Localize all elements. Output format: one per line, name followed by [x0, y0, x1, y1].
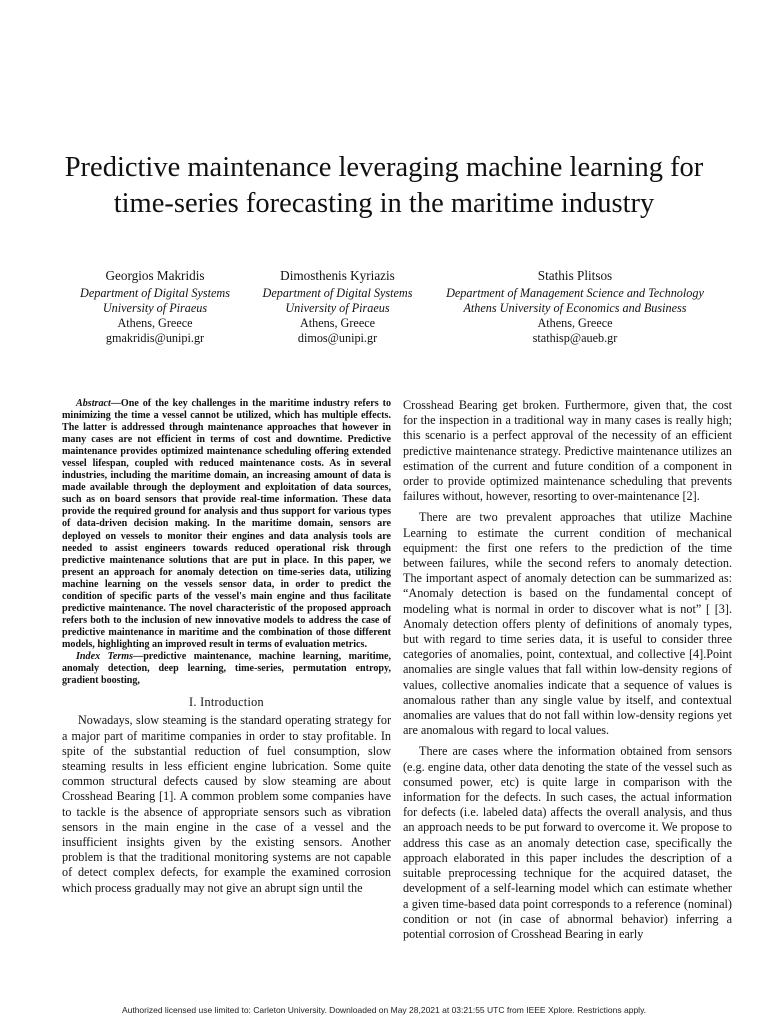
- paper-title: Predictive maintenance leveraging machine learning for time-series forecasting in the maritime industry: [64, 152, 704, 219]
- index-terms: [62, 651, 391, 687]
- author-block-3: [425, 268, 725, 346]
- author-department: Department of Management Science and Technology: [446, 286, 704, 300]
- author-university: University of Piraeus: [102, 301, 208, 315]
- body-paragraph: There are cases where the information obtained from sensors (e.g. engine data, other data denoting the state of the vessel such as consumed power, etc) is quite large in comparison with the information for the defects. In such cases, the actual information for defects (i.e. labeled data) affects the overall analysis, and thus an approach needs to be put forward to overcome it. We propose to address this case as an anomaly detection case, specifically the approach elaborated in this paper includes the description of a suitable preprocessing technique for the acquired dataset, the development of a self-learning model which can estimate whether a given time-based data point corresponds to a reference (nominal) condition or not (in case of abnormal behavior) inferring a potential corrosion of Crosshead Bearing in early: [403, 744, 732, 941]
- author-name: Stathis Plitsos: [537, 268, 613, 283]
- author-block-2: [240, 268, 435, 346]
- right-column: [403, 398, 732, 942]
- body-paragraph: Crosshead Bearing get broken. Furthermore, given that, the cost for the inspection in a traditional way in many cases is really high; this scenario is a perfect approval of the necessity of an efficient predictive maintenance strategy. Predictive maintenance utilizes an estimation of the current and future condition of a component in order to provide optimized maintenance scheduling that prevents failures without, however, resorting to over-maintenance [2].: [403, 398, 732, 504]
- license-footer: Authorized licensed use limited to: Carleton University. Downloaded on May 28,2021 at 03:21:55 UTC from IEEE Xplore. Restrictions apply.: [121, 1005, 647, 1015]
- index-terms-label: Index Terms: [76, 650, 134, 662]
- author-name: Georgios Makridis: [105, 268, 205, 283]
- author-city: Athens, Greece: [299, 316, 376, 330]
- left-column: [62, 398, 391, 896]
- author-email: stathisp@aueb.gr: [532, 331, 618, 345]
- author-university: University of Piraeus: [285, 301, 390, 315]
- author-city: Athens, Greece: [117, 316, 193, 330]
- body-paragraph: Nowadays, slow steaming is the standard operating strategy for a major part of maritime companies in order to stay profitable. In spite of the substantial reduction of fuel consumption, slow steaming results in less efficient engine lubrication. Some quite common structural defects caused by slow steaming are about Crosshead Bearing [1]. A common problem some companies have to tackle is the absence of appropriate sensors such as vibration sensors in the main engine in the case of a vessel and the insufficient insights given by the existing sensors. Another problem is that the traditional monitoring systems are not capable of detect complex defects, for example the examined corrosion which process gradually may not give an abrupt sign until the: [62, 713, 391, 895]
- author-university: Athens University of Economics and Business: [463, 301, 687, 315]
- author-city: Athens, Greece: [537, 316, 613, 330]
- index-terms-text: —predictive maintenance, machine learning, maritime, anomaly detection, deep learning, time-series, permutation entropy, gradient boosting,: [62, 650, 391, 687]
- author-department: Department of Digital Systems: [262, 286, 413, 300]
- author-block-1: [40, 268, 270, 346]
- author-email: gmakridis@unipi.gr: [105, 331, 205, 345]
- abstract-text: —One of the key challenges in the maritime industry refers to minimizing the time a vessel cannot be utilized, which has multiple effects. The latter is addressed through maintenance approaches that however in many cases are not efficient in terms of cost and downtime. Predictive maintenance provides optimized maintenance scheduling offering extended vessel lifespan, coupled with reduced maintenance costs. As in several industries, including the maritime domain, an increasing amount of data is made available through the deployment and exploitation of data sources, such as on board sensors that provide real-time information. These data provide the required ground for analysis and thus support for various types of data-driven decision making. In the maritime domain, sensors are deployed on vessels to monitor their engines and data analysis tools are needed to assist engineers towards reduced operational risk through predictive maintenance solutions that are put in place. In this paper, we present an approach for anomaly detection on time-series data, utilizing machine learning on the vessels sensor data, in order to predict the condition of specific parts of the vessel's main engine and thus facilitate predictive maintenance. The novel characteristic of the proposed approach refers both to the inclusion of new innovative models to address the case of predictive maintenance in maritime and the combination of those different models, highlighting an improved result in terms of evaluation metrics.: [62, 398, 391, 650]
- author-email: dimos@unipi.gr: [297, 331, 378, 345]
- section-heading: I. Introduction: [189, 695, 264, 710]
- abstract: [62, 398, 391, 651]
- body-paragraph: There are two prevalent approaches that utilize Machine Learning to estimate the current condition of mechanical equipment: the first one refers to the prediction of the time between failures, while the second refers to anomaly detection. The important aspect of anomaly detection can be summarized as: “Anomaly detection is based on the fundamental concept of modeling what is normal in order to discover what is not” [ [3]. Anomaly detection offers plenty of definitions of anomaly types, but with regard to time series data, it is useful to consider three categories of anomalies, point, contextual, and collective [4].Point anomalies are single values that fall within low-density regions of values, collective anomalies indicate that a sequence of values is anomalous rather than any single value by itself, and contextual anomalies are values that do not fall within low-density regions yet are anomalous with regard to local values.: [403, 510, 732, 738]
- abstract-label: Abstract: [76, 398, 111, 409]
- author-department: Department of Digital Systems: [80, 286, 230, 300]
- author-name: Dimosthenis Kyriazis: [280, 268, 395, 283]
